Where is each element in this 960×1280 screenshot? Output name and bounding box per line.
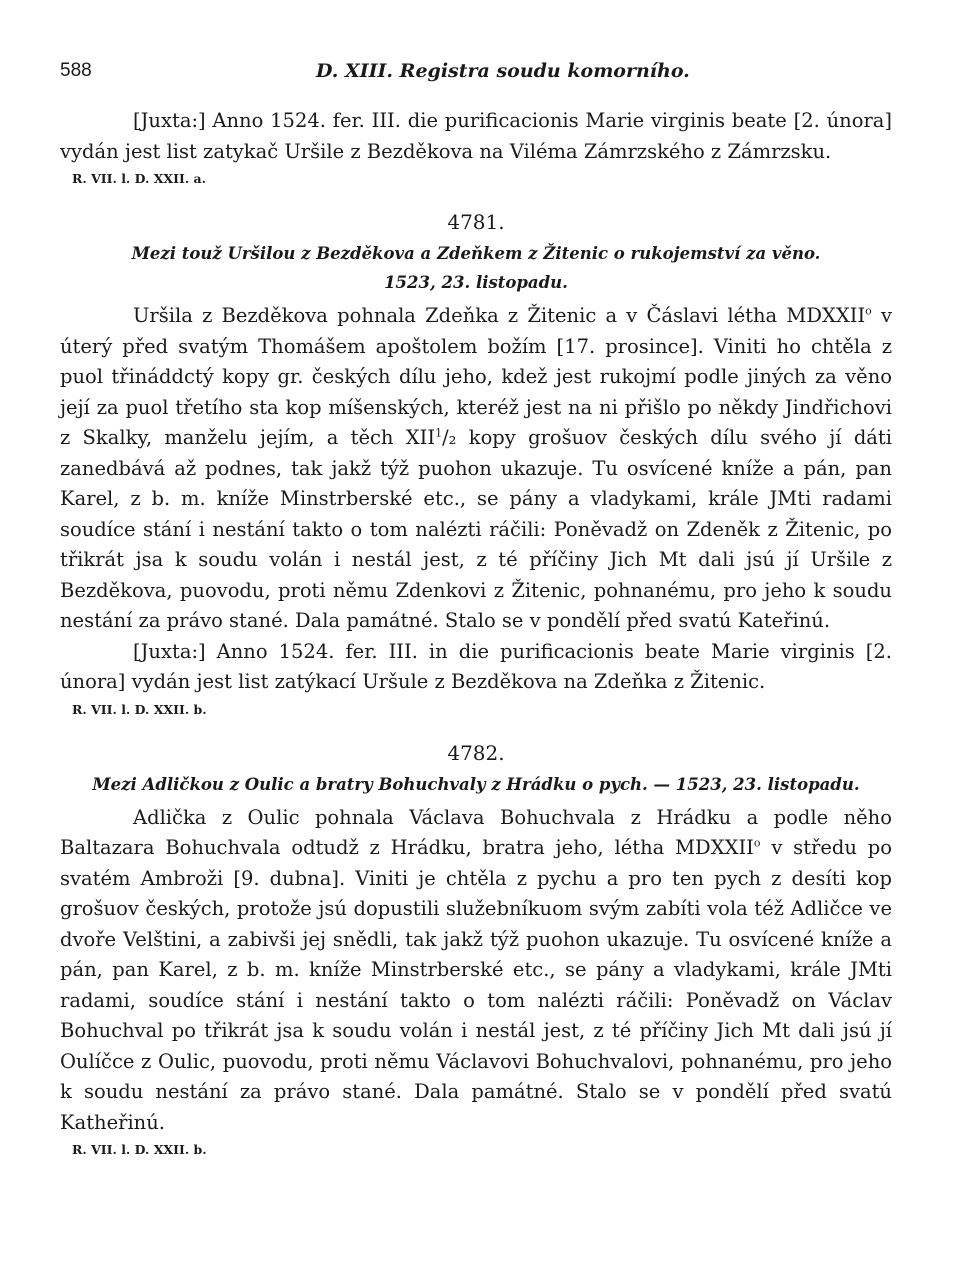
juxta-paragraph-intro: [Juxta:] Anno 1524. fer. III. die purificacionis Marie virginis beate [2. února] vydán jest list zatykač Uršile z Bezděkova na Viléma Zámrzského z Zámrzsku.	[60, 109, 892, 163]
running-title: D. XIII. Registra soudu komorního.	[316, 60, 690, 82]
register-reference: R. VII. l. D. XXII. b.	[72, 1142, 207, 1157]
entry-number-4782: 4782.	[447, 740, 505, 765]
ordinal-mark: o	[753, 836, 761, 850]
page-header	[60, 60, 900, 90]
fraction-denominator: /₂	[442, 426, 457, 449]
text-segment: kopy grošuov českých dílu svého jí dáti zanedbává až podnes, tak jakž týž puohon ukazuje. Tu osvícené kníže a pán, pan Karel, z b. m. kníže Minstrberské etc., se pány a vladykami, krále JMti radami soudíce stání i nestání takto o tom nalézti ráčili: Poněvadž on Zdeněk z Žitenic, po třikrát jsa k soudu volán i nestál jest, z té příčiny Jich Mt dali jsú jí Uršile z Bezděkova, puovodu, proti němu Zdenkovi z Žitenic, pohnanému, pro jeho k soudu nestání za právo stané. Dala památné. Stalo se v pondělí před svatú Kateřinú.	[60, 426, 892, 632]
entry-title-4782: Mezi Adličkou z Oulic a bratry Bohuchvaly z Hrádku o pych. — 1523, 23. listopadu.	[92, 774, 860, 794]
register-reference: R. VII. l. D. XXII. a.	[72, 171, 206, 186]
text-segment: Uršila z Bezděkova pohnala Zdeňka z Žitenic a v Čáslavi létha MDXXII	[133, 304, 866, 327]
page-body	[60, 106, 892, 1162]
entry-paragraph-4782	[60, 803, 892, 1139]
register-reference: R. VII. l. D. XXII. b.	[72, 701, 207, 717]
fraction-numerator: 1	[435, 426, 443, 440]
entry-number-4781: 4781.	[447, 210, 505, 234]
page-number: 588	[60, 60, 92, 81]
juxta-paragraph-4781: [Juxta:] Anno 1524. fer. III. in die purificacionis beate Marie virginis [2. února] vydán jest list zatýkací Uršule z Bezděkova na Zdeňka z Žitenic.	[60, 639, 892, 693]
ordinal-mark: o	[865, 304, 872, 318]
text-segment: v úterý před svatým Thomášem apoštolem božím [17. prosince]. Viniti ho chtěla z puol třináddctý kopy gr. českých dílu jeho, kdež jest rukojmí podle jiných za věno její za puol třetího sta kop míšenských, kteréž jest na ni přišlo po někdy Jindřichovi z Skalky, manželu jejím, a těch XII	[60, 304, 892, 449]
entry-title-4781: Mezi touž Uršilou z Bezděkova a Zdeňkem z Žitenic o rukojemství za věno.	[131, 244, 821, 263]
entry-paragraph-4781	[60, 301, 892, 637]
text-segment: v středu po svatém Ambroži [9. dubna]. Viniti je chtěla z pychu a pro ten pych z desíti kop grošuov českých, protože jsú dopustili služebníkuom svým zabíti vola též Adličce ve dvoře Velštini, a zabivši jej snědli, tak jakž týž puohon ukazuje. Tu osvícené kníže a pán, pan Karel, z b. m. kníže Minstrberské etc., se pány a vladykami, krále JMti radami, soudíce stání i nestání takto o tom nalézti ráčili: Poněvadž on Václav Bohuchval po třikrát jsa k soudu volán i nestál jest, z té příčiny Jich Mt dali jsú jí Oulíčce z Oulic, puovodu, proti němu Václavovi Bohuchvalovi, pohnanému, pro jeho k soudu nestání za právo stané. Dala památné. Stalo se v pondělí před svatú Katheřinú.	[60, 836, 892, 1134]
text-segment: Adlička z Oulic pohnala Václava Bohuchvala z Hrádku a podle něho Baltazara Bohuchvala odtudž z Hrádku, bratra jeho, létha MDXXII	[60, 805, 892, 859]
entry-date-4781: 1523, 23. listopadu.	[384, 273, 568, 292]
